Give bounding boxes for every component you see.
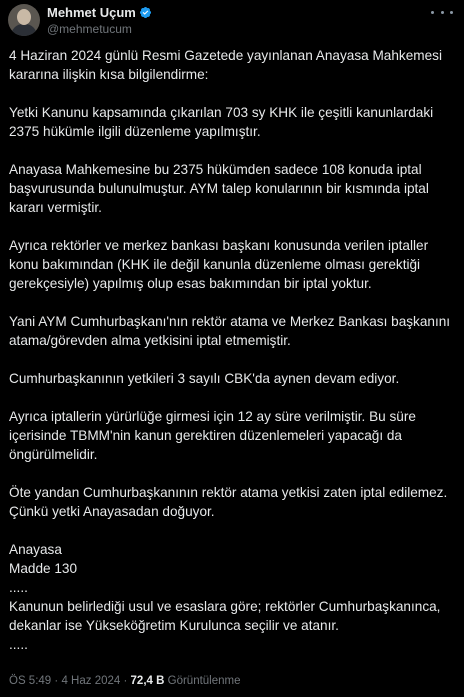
tweet-paragraph: Cumhurbaşkanının yetkileri 3 sayılı CBK'da aynen devam ediyor. <box>9 371 400 386</box>
dot <box>431 11 434 14</box>
author-handle[interactable]: @mehmetucum <box>47 22 132 36</box>
author-name[interactable]: Mehmet Uçum <box>47 5 136 20</box>
author-name-row <box>47 5 152 20</box>
avatar-body <box>11 24 37 36</box>
avatar-face <box>17 9 31 25</box>
meta-separator: · <box>123 675 128 687</box>
tweet-header <box>0 0 464 40</box>
more-dots-icon[interactable] <box>431 4 453 20</box>
tweet-meta <box>9 675 241 687</box>
tweet-paragraph: Ayrıca rektörler ve merkez bankası başkanı konusunda verilen iptaller konu bakımından (KHK ile değil kanunla düzenleme olması gerektiği gerekçesiyle) yapılmış olup esas bakımından bir iptal yoktur. <box>9 238 429 291</box>
tweet-paragraph: Anayasa Mahkemesine bu 2375 hükümden sadece 108 konuda iptal başvurusunda bulunulmuştur. AYM talep konularının bir kısmında iptal kararı vermiştir. <box>9 162 429 215</box>
tweet-time[interactable]: ÖS 5:49 <box>9 675 52 687</box>
views-label: Görüntülenme <box>167 675 241 687</box>
dot <box>441 11 444 14</box>
tweet-date[interactable]: 4 Haz 2024 <box>61 675 121 687</box>
verified-badge-icon <box>139 6 152 19</box>
dot <box>450 11 453 14</box>
avatar[interactable] <box>8 4 40 36</box>
tweet-text <box>9 46 461 654</box>
views-count: 72,4 B <box>130 675 165 687</box>
tweet-paragraph: Yani AYM Cumhurbaşkanı'nın rektör atama ve Merkez Bankası başkanını atama/görevden alma yetkisini iptal etmemiştir. <box>9 314 451 348</box>
tweet-paragraph: Anayasa Madde 130 ..... Kanunun belirlediği usul ve esaslara göre; rektörler Cumhurbaşkanınca, dekanlar ise Yükseköğretim Kurulunca seçilir ve atanır. ..... <box>9 542 441 652</box>
meta-separator: · <box>54 675 59 687</box>
tweet-paragraph: 4 Haziran 2024 günlü Resmi Gazetede yayınlanan Anayasa Mahkemesi kararına ilişkin kısa bilgilendirme: <box>9 48 442 82</box>
tweet-paragraph: Öte yandan Cumhurbaşkanının rektör atama yetkisi zaten iptal edilemez. Çünkü yetki Anayasadan doğuyor. <box>9 485 448 519</box>
tweet-paragraph: Ayrıca iptallerin yürürlüğe girmesi için 12 ay süre verilmiştir. Bu süre içerisinde TBMM'nin kanun gerektiren düzenlemeleri yapacağı da öngürülmelidir. <box>9 409 416 462</box>
tweet-paragraph: Yetki Kanunu kapsamında çıkarılan 703 sy KHK ile çeşitli kanunlardaki 2375 hükümle ilgili düzenleme yapılmıştır. <box>9 105 434 139</box>
